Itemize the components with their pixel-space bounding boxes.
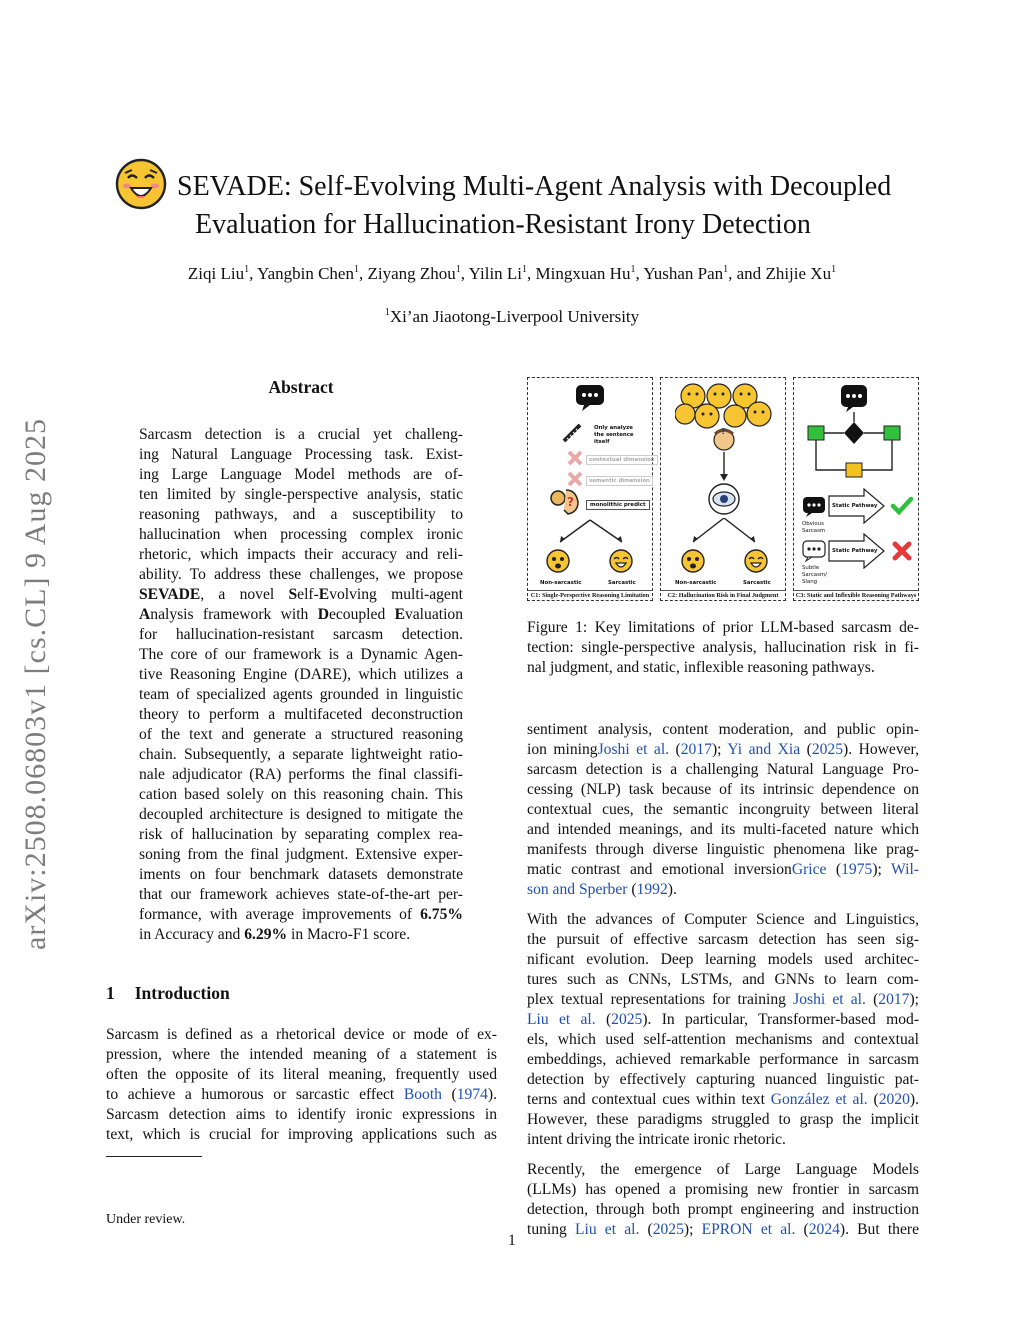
- text-line: ability. To address these challenges, we propose: [139, 566, 463, 583]
- panel-c1-note: Only analyze the sentence itself: [594, 425, 634, 445]
- intro-body: [106, 1025, 497, 1145]
- grice-citation: Grice: [791, 861, 827, 878]
- check-icon: [890, 496, 914, 516]
- text-line: The core of our framework is a Dynamic Agen-: [139, 646, 463, 663]
- figure-1: [527, 377, 919, 603]
- text-line: Sarcasm detection aims to identify ironic expressions in: [106, 1106, 497, 1123]
- accuracy-improvement: 6.75%: [420, 906, 463, 923]
- text-line: intent driving the intricate ironic rhetoric.: [527, 1131, 786, 1148]
- text-line: soning from the final judgment. Extensive exper-: [139, 846, 463, 863]
- text-line: that our framework achieves state-of-the-art per-: [139, 886, 463, 903]
- panel-c2-label-non-sarcastic: Non-sarcastic: [675, 580, 717, 586]
- author-name: Yangbin Chen: [257, 264, 354, 283]
- text-line: theory to perform a multifaceted deconstruction: [139, 706, 463, 723]
- laughing-face-emoji-icon: [115, 158, 167, 210]
- acronym-letter: S: [288, 586, 298, 603]
- text-run: elf-: [297, 586, 319, 603]
- paper-title-line-1: SEVADE: Self-Evolving Multi-Agent Analysis with Decoupled: [177, 171, 892, 202]
- text-line: to achieve a humorous or sarcastic effect Booth (1974).: [106, 1086, 498, 1103]
- paper-title-line-2: Evaluation for Hallucination-Resistant Irony Detection: [195, 209, 811, 240]
- text-line: the pursuit of effective sarcasm detection has seen sig-: [527, 931, 919, 948]
- neutral-face-emoji-icon: [545, 548, 571, 574]
- text-line: decoupled architecture is designed to mitigate the: [139, 806, 463, 823]
- speech-bubble-icon: [802, 496, 826, 518]
- caption-line: tection: single-perspective analysis, hallucination risk in fi-: [527, 639, 919, 656]
- branch-arrows-icon: [546, 518, 636, 546]
- text-line: [139, 605, 463, 625]
- epron-year: 2024: [808, 1221, 840, 1238]
- text-line: detection by effectively capturing nuanced linguistic pat-: [527, 1071, 919, 1088]
- text-line: for hallucination-resistant sarcasm detection.: [139, 626, 463, 643]
- text-line: hallucination when processing complex ironic: [139, 526, 463, 543]
- text-line: cation based solely on this reasoning chain. This: [139, 786, 463, 803]
- brain-gear-icon: [546, 484, 582, 516]
- author-name: Yushan Pan: [643, 264, 724, 283]
- text-line: With the advances of Computer Science and Linguistics,: [527, 911, 919, 928]
- text-line: often the opposite of its literal meaning, frequently used: [106, 1066, 497, 1083]
- arrow-down-icon: [719, 452, 729, 482]
- text-line: text, which is crucial for improving applications such as: [106, 1126, 497, 1143]
- text-line: cessing (NLP) task because of its intrinsic dependence on: [527, 781, 919, 798]
- author-affiliation-marker: 1: [353, 264, 359, 275]
- flowchart-icon: [804, 384, 910, 488]
- panel-c1-label-sarcastic: Sarcastic: [608, 580, 636, 586]
- figure-panel-c1: [527, 377, 653, 601]
- panel-c2-caption: C2: Hallucination Risk in Final Judgment: [661, 590, 785, 600]
- joshi-citation: Joshi et al.: [793, 991, 866, 1008]
- f1-improvement: 6.29%: [244, 926, 288, 943]
- wilson-sperber-year: 1992: [636, 881, 668, 898]
- panel-c2-label-sarcastic: Sarcastic: [743, 580, 771, 586]
- text-run: ). However,: [843, 741, 920, 758]
- text-run: in Macro-F1 score.: [287, 926, 411, 943]
- text-line: Sarcasm detection is a crucial yet challeng-: [139, 426, 463, 443]
- joshi-year: 2017: [680, 741, 712, 758]
- text-run: tuning: [527, 1221, 575, 1238]
- author-conjunction: and: [736, 264, 766, 283]
- text-line: terns and contextual cues within text González et al. (2020).: [527, 1091, 919, 1108]
- panel-c3-obvious-label: Obvious Sarcasm: [802, 521, 826, 534]
- text-line: sentiment analysis, content moderation, and public opin-: [527, 721, 919, 738]
- text-run: , a novel: [200, 586, 289, 603]
- page-number: 1: [508, 1232, 516, 1249]
- text-run: matic contrast and emotional inversion: [527, 861, 792, 878]
- text-run: plex textual representations for training: [527, 991, 794, 1008]
- speech-bubble-icon: [802, 540, 826, 562]
- footnote-rule: [106, 1156, 202, 1157]
- text-line: reasoning pathways, and a susceptibility to: [139, 506, 463, 523]
- text-run: ). But there: [839, 1221, 919, 1238]
- panel-c1-chip-semantic: semantic dimension: [586, 476, 653, 486]
- text-line: sarcasm detection is a challenging Natural Language Pro-: [527, 761, 919, 778]
- author-name: Mingxuan Hu: [535, 264, 631, 283]
- liu-year: 2025: [611, 1011, 643, 1028]
- author-name: Yilin Li: [468, 264, 523, 283]
- text-line: manifests through diverse linguistic phenomena like prag-: [527, 841, 919, 858]
- text-line: plex textual representations for training Joshi et al. (2017);: [527, 991, 919, 1008]
- framework-name: SEVADE: [139, 586, 201, 603]
- author-list: Ziqi Liu$^1$, Yangbin Chen$^1$, Ziyang Zhou$^1$, Yilin Li$^1$, Mingxuan Hu$^1$, Yushan Pan$^1$, and Zhijie Xu$^1$: [187, 264, 837, 283]
- text-line: tures such as CNNs, LSTMs, and GNNs to learn com-: [527, 971, 919, 988]
- author-name: Ziyang Zhou: [367, 264, 456, 283]
- abstract-body: [139, 425, 463, 945]
- text-run: terns and contextual cues within text: [527, 1091, 771, 1108]
- text-run: in Accuracy and: [139, 926, 245, 943]
- author-affiliation-marker: 1: [244, 264, 250, 275]
- panel-c1-chip-predict: monolithic predict: [586, 500, 650, 510]
- wilson-citation-start: Wil-: [891, 861, 919, 878]
- panel-c1-caption: C1: Single-Perspective Reasoning Limitation: [528, 590, 652, 600]
- text-line: [139, 585, 463, 605]
- joshi-year: 2017: [878, 991, 910, 1008]
- text-line: (LLMs) has opened a promising new frontier in sarcasm: [527, 1181, 919, 1198]
- booth-year: 1974: [456, 1086, 488, 1103]
- confused-agent-icon: [711, 426, 737, 452]
- text-line: pression, where the intended meaning of a statement is: [106, 1046, 497, 1063]
- author-name: Zhijie Xu: [765, 264, 832, 283]
- cross-icon: [566, 449, 584, 467]
- laughing-face-emoji-icon: [743, 548, 769, 574]
- text-run: ). In particular, Transformer-based mod-: [642, 1011, 920, 1028]
- acronym-letter: E: [318, 586, 330, 603]
- text-line: iments on four benchmark datasets demonstrate: [139, 866, 463, 883]
- yi-xia-citation: Yi and Xia: [727, 741, 801, 758]
- text-run: ).: [487, 1086, 498, 1103]
- panel-c3-subtle-label: Subtle Sarcasm/ Slang: [802, 565, 827, 585]
- text-line: ing Natural Language Processing task. Exist-: [139, 446, 463, 463]
- text-line: matic contrast and emotional inversionGrice (1975); Wil-: [527, 861, 919, 878]
- footnote: Under review.: [106, 1212, 186, 1227]
- liu-year: 2025: [652, 1221, 684, 1238]
- right-paragraph-1: [527, 720, 919, 900]
- text-line: chain. Subsequently, a separate lightweight ratio-: [139, 746, 463, 763]
- text-line: Liu et al. (2025). In particular, Transformer-based mod-: [527, 1011, 920, 1028]
- text-line: However, these paradigms struggled to grasp the implicit: [527, 1111, 919, 1128]
- svg-text:?: ?: [567, 495, 574, 509]
- arxiv-stamp: arXiv:2508.06803v1 [cs.CL] 9 Aug 2025: [19, 418, 52, 950]
- affiliation-marker: 1: [384, 307, 390, 318]
- cross-icon: [891, 540, 913, 562]
- author-affiliation-marker: 1: [831, 264, 837, 275]
- text-line: els, which used self-attention mechanisms and contextual: [527, 1031, 919, 1048]
- figure-1-caption: [527, 618, 919, 678]
- text-line: [139, 905, 463, 925]
- text-line: embeddings, achieved remarkable performance in sarcasm: [527, 1051, 919, 1068]
- text-line: nificant evolution. Deep learning models used architec-: [527, 951, 919, 968]
- right-paragraph-3: [527, 1160, 919, 1240]
- branch-arrows-icon: [675, 518, 773, 546]
- text-run: nalysis framework with: [150, 606, 318, 623]
- panel-c3-caption: C3: Static and Inflexible Reasoning Pathways: [795, 592, 917, 599]
- author-affiliation-marker: 1: [630, 264, 636, 275]
- panel-c1-label-non-sarcastic: Non-sarcastic: [540, 580, 582, 586]
- author-affiliation-marker: 1: [723, 264, 729, 275]
- section-heading-introduction: [106, 983, 230, 1004]
- text-line: son and Sperber (1992).: [527, 881, 677, 898]
- text-line: rhetoric, which impacts their accuracy and reli-: [139, 546, 463, 563]
- author-name: Ziqi Liu: [187, 264, 245, 283]
- speech-bubble-icon: [575, 384, 605, 412]
- text-line: ion miningJoshi et al. (2017); Yi and Xia (2025). However,: [527, 741, 920, 758]
- eye-icon: [707, 482, 741, 516]
- section-number: 1: [106, 983, 115, 1003]
- author-affiliation-marker: 1: [455, 264, 461, 275]
- gonzalez-citation: González et al.: [770, 1091, 868, 1108]
- text-line: team of specialized agents grounded in linguistic: [139, 686, 463, 703]
- text-line: contextual cues, the semantic incongruity between literal: [527, 801, 919, 818]
- text-line: Recently, the emergence of Large Language Models: [527, 1161, 919, 1178]
- text-line: ing Large Language Model methods are of-: [139, 466, 463, 483]
- gonzalez-year: 2020: [878, 1091, 910, 1108]
- svg-text:?: ?: [721, 427, 726, 436]
- acronym-letter: A: [139, 606, 151, 623]
- right-paragraph-2: [527, 910, 919, 1150]
- epron-citation: EPRON et al.: [701, 1221, 796, 1238]
- text-run: ecoupled: [328, 606, 395, 623]
- yi-xia-year: 2025: [811, 741, 843, 758]
- affiliation-name: Xi’an Jiaotong-Liverpool University: [389, 307, 640, 326]
- text-run: valuation: [404, 606, 463, 623]
- caption-line: nal judgment, and static, inflexible reasoning pathways.: [527, 659, 875, 676]
- neutral-face-emoji-icon: [680, 548, 706, 574]
- joshi-citation: Joshi et al.: [597, 741, 670, 758]
- author-affiliation-marker: 1: [522, 264, 528, 275]
- text-line: ten limited by single-perspective analysis, static: [139, 486, 463, 503]
- figure-panel-c2: [660, 377, 786, 601]
- text-line: nale adjudicator (RA) performs the final classifi-: [139, 766, 463, 783]
- abstract-heading: Abstract: [268, 377, 334, 397]
- panel-c1-chip-context: contextual dimension: [586, 455, 658, 465]
- text-line: tive Reasoning Engine (DARE), which utilizes a: [139, 666, 463, 683]
- liu-citation: Liu et al.: [527, 1011, 596, 1028]
- liu-citation: Liu et al.: [575, 1221, 640, 1238]
- laughing-face-emoji-icon: [608, 548, 634, 574]
- acronym-letter: E: [394, 606, 405, 623]
- text-line: detection, through both prompt engineering and instruction: [527, 1201, 919, 1218]
- grice-year: 1975: [841, 861, 873, 878]
- text-line: risk of hallucination by separating complex rea-: [139, 826, 463, 843]
- text-run: ion mining: [527, 741, 598, 758]
- caption-line: Figure 1: Key limitations of prior LLM-based sarcasm de-: [527, 619, 919, 636]
- section-title: Introduction: [134, 983, 230, 1003]
- wilson-sperber-citation: son and Sperber: [527, 881, 628, 898]
- figure-panel-c3: [793, 377, 919, 601]
- text-run: volving multi-agent: [329, 586, 463, 603]
- ruler-icon: [561, 422, 583, 444]
- text-line: and intended meanings, and its multi-faceted nature which: [527, 821, 919, 838]
- panel-c3-pathway-1: Static Pathway: [832, 503, 878, 509]
- acronym-letter: D: [317, 606, 329, 623]
- text-line: tuning Liu et al. (2025); EPRON et al. (2024). But there: [527, 1221, 919, 1238]
- text-line: of the text and generate a structured reasoning: [139, 726, 463, 743]
- text-line: [139, 925, 463, 945]
- panel-c3-pathway-2: Static Pathway: [832, 548, 878, 554]
- text-line: Sarcasm is defined as a rhetorical device or mode of ex-: [106, 1026, 497, 1043]
- text-run: to achieve a humorous or sarcastic effect: [106, 1086, 404, 1103]
- booth-citation: Booth: [403, 1086, 442, 1103]
- text-run: formance, with average improvements of: [139, 906, 421, 923]
- affiliation: [0, 305, 1024, 329]
